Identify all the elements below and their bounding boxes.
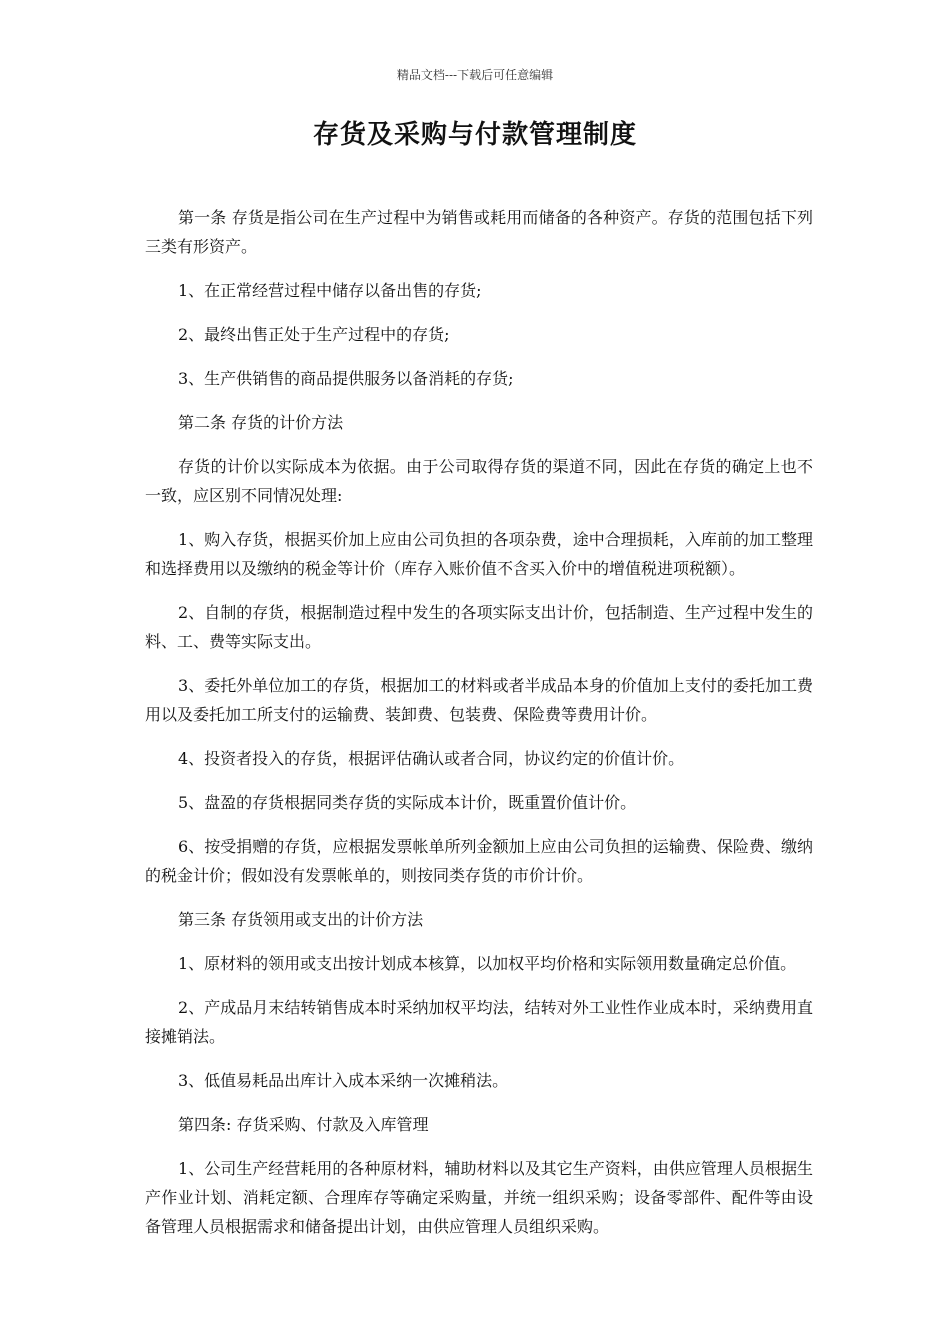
list-item: 1、在正常经营过程中储存以备出售的存货; bbox=[178, 281, 482, 300]
article-2-heading: 第二条 存货的计价方法 bbox=[178, 413, 344, 432]
article-1-paragraph: 第一条 存货是指公司在生产过程中为销售或耗用而储备的各种资产。存货的范围包括下列三类有形资产。 bbox=[145, 208, 813, 256]
list-item: 1、公司生产经营耗用的各种原材料，辅助材料以及其它生产资料，由供应管理人员根据生产作业计划、消耗定额、合理库存等确定采购量，并统一组织采购；设备零部件、配件等由设备管理人员根据需求和储备提出计划，由供应管理人员组织采购。 bbox=[145, 1159, 813, 1236]
article-4-heading: 第四条: 存货采购、付款及入库管理 bbox=[178, 1115, 429, 1134]
document-body bbox=[145, 203, 813, 1256]
page-header: 精品文档---下载后可任意编辑 bbox=[396, 68, 554, 82]
list-item: 6、按受捐赠的存货，应根据发票帐单所列金额加上应由公司负担的运输费、保险费、缴纳的税金计价；假如没有发票帐单的，则按同类存货的市价计价。 bbox=[145, 837, 813, 885]
list-item: 2、自制的存货，根据制造过程中发生的各项实际支出计价，包括制造、生产过程中发生的料、工、费等实际支出。 bbox=[145, 603, 813, 651]
list-item: 1、原材料的领用或支出按计划成本核算，以加权平均价格和实际领用数量确定总价值。 bbox=[178, 954, 797, 973]
article-3-heading: 第三条 存货领用或支出的计价方法 bbox=[178, 910, 424, 929]
list-item: 1、购入存货，根据买价加上应由公司负担的各项杂费，途中合理损耗，入库前的加工整理和选择费用以及缴纳的税金等计价（库存入账价值不含买入价中的增值税进项税额）。 bbox=[145, 530, 813, 578]
list-item: 2、产成品月末结转销售成本时采纳加权平均法，结转对外工业性作业成本时，采纳费用直接摊销法。 bbox=[145, 998, 813, 1046]
list-item: 2、最终出售正处于生产过程中的存货; bbox=[178, 325, 450, 344]
list-item: 3、委托外单位加工的存货，根据加工的材料或者半成品本身的价值加上支付的委托加工费用以及委托加工所支付的运输费、装卸费、包装费、保险费等费用计价。 bbox=[145, 676, 813, 724]
list-item: 4、投资者投入的存货，根据评估确认或者合同，协议约定的价值计价。 bbox=[178, 749, 685, 768]
list-item: 5、盘盈的存货根据同类存货的实际成本计价，既重置价值计价。 bbox=[178, 793, 637, 812]
list-item: 3、生产供销售的商品提供服务以备消耗的存货; bbox=[178, 369, 514, 388]
list-item: 3、低值易耗品出库计入成本采纳一次摊稍法。 bbox=[178, 1071, 509, 1090]
paragraph: 存货的计价以实际成本为依据。由于公司取得存货的渠道不同，因此在存货的确定上也不一致，应区别不同情况处理: bbox=[145, 457, 813, 505]
document-title: 存货及采购与付款管理制度 bbox=[312, 120, 637, 150]
